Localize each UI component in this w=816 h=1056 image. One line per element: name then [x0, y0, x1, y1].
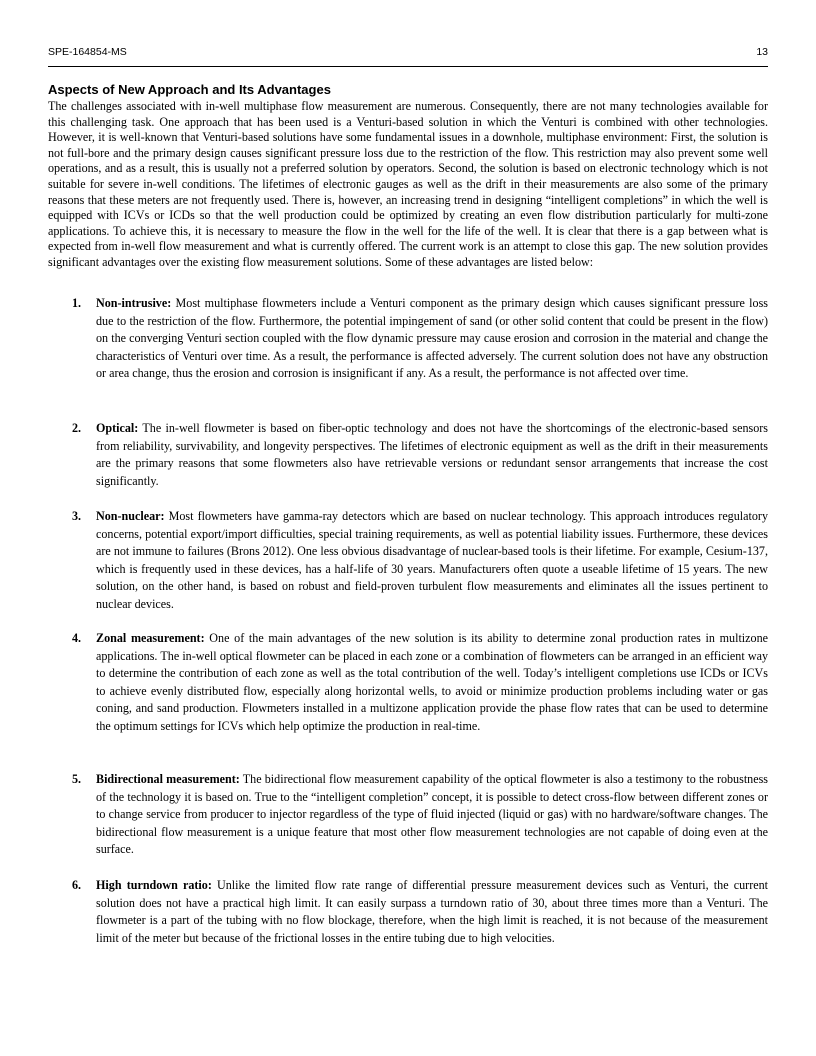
list-item-number: 4. — [72, 631, 82, 645]
list-item-text: One of the main advantages of the new solution is its ability to determine zonal production rates in multizone applications. The in-well optical flowmeter can be placed in each zone or a combination of flowmeters can be arranged in an efficient way to determine the contribution of each zone as well as the total contribution of the well. Today’s intelligent completions use ICDs or ICVs to achieve evenly distributed flow, especially along horizontal wells, to avoid or minimize production problems including water or gas coning, and sand production. Flowmeters installed in a multizone application provide the phase flow rates that can be used to determine the optimum settings for ICVs which help optimize the production in real-time. — [96, 631, 768, 733]
list-item-body — [96, 630, 768, 736]
list-item-heading: Non-nuclear: — [96, 509, 165, 523]
list-item-heading: Bidirectional measurement: — [96, 772, 240, 786]
list-item — [72, 630, 768, 736]
list-item-text: The bidirectional flow measurement capability of the optical flowmeter is also a testimony to the robustness of the technology it is based on. True to the “intelligent completion” concept, it is possible to detect cross-flow between different zones or to change service from producer to injector regardless of the type of fluid injected (liquid or gas) with no hardware/software changes. The bidirectional flow measurement is a unique feature that most other flow measurement technologies are not capable of doing even at the surface. — [96, 772, 769, 857]
paper-number: SPE-164854-MS — [48, 46, 127, 58]
list-item-heading: Zonal measurement: — [96, 631, 205, 645]
list-item-body — [96, 771, 768, 859]
list-item-text: Unlike the limited flow rate range of differential pressure measurement devices such as Venturi, the current solution does not have a practical high limit. It can easily surpass a turndown ratio of 30, about three times more than a Venturi. The flowmeter is a part of the tubing with no flow blockage, therefore, when the high limit is reached, it is not because of the measurement limit of the meter but because of the frictional losses in the entire tubing due to high velocities. — [96, 878, 768, 945]
list-item — [72, 508, 768, 614]
section-heading: Aspects of New Approach and Its Advantages — [48, 82, 331, 97]
list-item-heading: Non-intrusive: — [96, 296, 172, 310]
list-item-heading: High turndown ratio: — [96, 878, 212, 892]
header-divider — [48, 66, 768, 67]
list-item — [72, 771, 768, 859]
list-item-body — [96, 508, 768, 614]
list-item-body — [96, 877, 768, 947]
list-item-body — [96, 295, 768, 383]
list-item-text: The in-well flowmeter is based on fiber-optic technology and does not have the shortcomings of the electronic-based sensors from reliability, survivability, and longevity perspectives. The lifetimes of electronic equipment as well as the drift in their measurements are the primary reasons that some flowmeters also have retrievable versions or redundant sensor arrangements that increase the cost significantly. — [96, 421, 768, 488]
intro-paragraph: The challenges associated with in-well multiphase flow measurement are numerous. Consequently, there are not many technologies available for this challenging task. One approach that has been used is a Venturi-based solution in which the Venturi is combined with other technologies. However, it is well-known that Venturi-based solutions have some fundamental issues in a downhole, multiphase environment: First, the solution is not full-bore and the primary design causes significant pressure loss due to the restriction of the flow. This restriction may also prevent some well operations, and as a result, this is usually not a preferred solution by operators. Second, the solution is based on electronic technology which is not suitable for severe in-well conditions. The lifetimes of electronic gauges as well as the drift in their measurements are also some of the primary reasons that these meters are not frequently used. There is, however, an increasing trend in designing “intelligent completions” in which the well is equipped with ICVs or ICDs so that the well production could be optimized by creating an even flow distribution particularly for multi-zone applications. To achieve this, it is necessary to measure the flow in the well for the life of the well. It is clear that there is a gap between what is expected from in-well flow measurement and what is currently offered. The current work is an attempt to close this gap. The new solution provides significant advantages over the existing flow measurement solutions. Some of these advantages are listed below: — [48, 99, 768, 269]
list-item-heading: Optical: — [96, 421, 139, 435]
list-item-number: 6. — [72, 878, 82, 892]
list-item-number: 2. — [72, 421, 82, 435]
list-item — [72, 420, 768, 490]
list-item-text: Most flowmeters have gamma-ray detectors which are based on nuclear technology. This approach introduces regulatory concerns, potential export/import difficulties, special training requirements, as well as potential liability issues. Furthermore, these devices are not immune to failures (Brons 2012). One less obvious disadvantage of nuclear-based tools is their lifetime. For example, Cesium-137, which is frequently used in these devices, has a half-life of 30 years. Manufacturers often quote a useable lifetime of 15 years. The new solution, on the other hand, is based on robust and field-proven turbulent flow measurements and eliminates all the issues pertinent to nuclear devices. — [96, 509, 768, 611]
list-item-body — [96, 420, 768, 490]
list-item-number: 5. — [72, 772, 82, 786]
page-header — [48, 42, 768, 64]
list-item — [72, 877, 768, 947]
list-item — [72, 295, 768, 383]
list-item-text: Most multiphase flowmeters include a Venturi component as the primary design which causes significant pressure loss due to the restriction of the flow. Furthermore, the potential impingement of sand (or other solid content that could be present in the flow) on the converging Venturi section coupled with the flow dynamic pressure may cause erosion and corrosion in the material and change the characteristics of Venturi over time. As a result, the performance is affected adversely. The current solution does not have any obstruction or area change, thus the erosion and corrosion is insignificant if any. As a result, the performance is not affected over time. — [96, 296, 768, 381]
page-number: 13 — [756, 46, 768, 58]
list-item-number: 1. — [72, 296, 82, 310]
list-item-number: 3. — [72, 509, 82, 523]
